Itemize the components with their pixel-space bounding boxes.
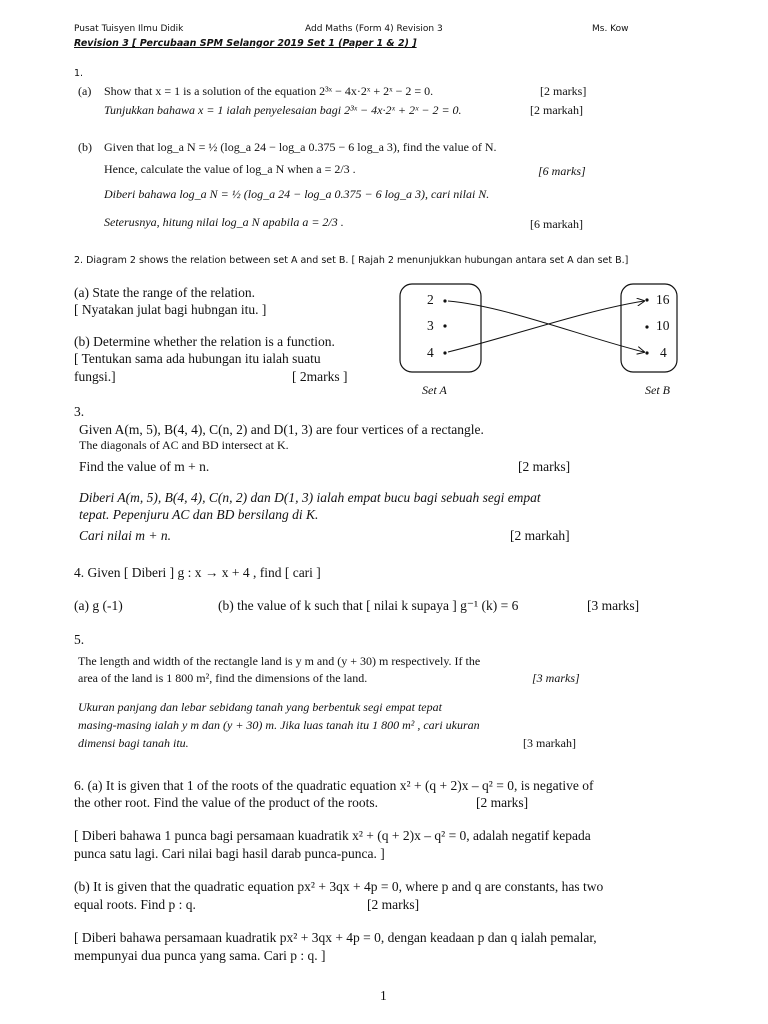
set-b-dot-16: [645, 298, 648, 301]
q3-en-2: The diagonals of AC and BD intersect at K.: [79, 438, 289, 452]
set-a-dot-2: [443, 299, 446, 302]
q6b-en-marks: [2 marks]: [367, 897, 420, 912]
relation-diagram: [396, 280, 696, 400]
q2b-en: (b) Determine whether the relation is a function.: [74, 334, 335, 349]
q6a-en-2: the other root. Find the value of the product of the roots.: [74, 795, 379, 810]
q3-en-3: Find the value of m + n.: [79, 459, 210, 474]
q1b-ms-1: Diberi bahawa log_a N = ½ (log_a 24 − log_a 0.375 − 6 log_a 3), cari nilai N.: [104, 187, 490, 201]
set-b-label: Set B: [645, 383, 670, 397]
q5-ms-marks: [3 markah]: [523, 736, 576, 750]
q6b-ms-2: mempunyai dua punca yang sama. Cari p : q. ]: [74, 948, 326, 963]
q1a-label: (a): [78, 84, 92, 98]
q5-ms-1: Ukuran panjang dan lebar sebidang tanah yang berbentuk segi empat tepat: [78, 700, 442, 714]
q5-en-marks: [3 marks]: [532, 671, 580, 685]
q1a-en: Show that x = 1 is a solution of the equation 2³ˣ − 4x·2ˣ + 2ˣ − 2 = 0.: [104, 84, 434, 98]
q6a-ms-2: punca satu lagi. Cari nilai bagi hasil darab punca-punca. ]: [74, 846, 385, 861]
q1b-en-2: Hence, calculate the value of log_a N when a = 2/3 .: [104, 162, 356, 176]
q4-line1: 4. Given [ Diberi ] g : x → x + 4 , find [ cari ]: [74, 565, 321, 580]
q3-en-marks: [2 marks]: [518, 459, 571, 474]
q3-ms-marks: [2 markah]: [510, 528, 570, 543]
q5-number: 5.: [74, 632, 85, 647]
q6a-en-1: 6. (a) It is given that 1 of the roots of the quadratic equation x² + (q + 2)x – q² = 0, is negative of: [74, 778, 594, 793]
q3-ms-3: Cari nilai m + n.: [79, 528, 171, 543]
page-title: Revision 3 [ Percubaan SPM Selangor 2019 Set 1 (Paper 1 & 2) ]: [74, 38, 417, 49]
q1b-ms-marks: [6 markah]: [530, 217, 583, 231]
q6a-ms-1: [ Diberi bahawa 1 punca bagi persamaan kuadratik x² + (q + 2)x – q² = 0, adalah negatif kepada: [74, 828, 591, 843]
set-a-label: Set A: [422, 383, 447, 397]
set-a-element-2: 3: [427, 318, 434, 333]
q5-en-1: The length and width of the rectangle land is y m and (y + 30) m respectively. If the: [78, 654, 481, 668]
q1b-ms-2: Seterusnya, hitung nilai log_a N apabila a = 2/3 .: [104, 215, 344, 229]
q5-ms-2: masing-masing ialah y m dan (y + 30) m. Jika luas tanah itu 1 800 m² , cari ukuran: [78, 718, 480, 732]
set-a-dot-4: [443, 351, 446, 354]
q3-en-1: Given A(m, 5), B(4, 4), C(n, 2) and D(1, 3) are four vertices of a rectangle.: [79, 422, 484, 437]
q2a-ms: [ Nyatakan julat bagi hubngan itu. ]: [74, 302, 267, 317]
q3-ms-2: tepat. Pepenjuru AC dan BD bersilang di K.: [79, 507, 319, 522]
q1b-en-1: Given that log_a N = ½ (log_a 24 − log_a 0.375 − 6 log_a 3), find the value of N.: [104, 140, 497, 154]
set-b-element-2: 10: [656, 318, 670, 333]
q6b-ms-1: [ Diberi bahawa persamaan kuadratik px² + 3qx + 4p = 0, dengan keadaan p dan q ialah pemalar,: [74, 930, 597, 945]
q1a-en-marks: [2 marks]: [540, 84, 587, 98]
set-a-box: [400, 284, 481, 372]
set-a-element-3: 4: [427, 345, 434, 360]
q2-intro: 2. Diagram 2 shows the relation between set A and set B. [ Rajah 2 menunjukkan hubungan antara set A dan set B.]: [74, 255, 629, 266]
q4-marks: [3 marks]: [587, 598, 640, 613]
q1a-ms-marks: [2 markah]: [530, 103, 583, 117]
teacher-name: Ms. Kow: [592, 24, 629, 34]
set-b-element-3: 4: [660, 345, 667, 360]
center-name: Pusat Tuisyen Ilmu Didik: [74, 24, 184, 34]
q1b-en-marks: [6 marks]: [538, 164, 586, 178]
q4a: (a) g (-1): [74, 598, 123, 613]
q2b-ms-2: fungsi.]: [74, 369, 116, 384]
q1a-ms: Tunjukkan bahawa x = 1 ialah penyelesaian bagi 2³ˣ − 4x·2ˣ + 2ˣ − 2 = 0.: [104, 103, 462, 117]
q2b-ms-1: [ Tentukan sama ada hubungan itu ialah suatu: [74, 351, 321, 366]
q2b-marks: [ 2marks ]: [292, 369, 348, 384]
q6a-en-marks: [2 marks]: [476, 795, 529, 810]
q1-number: 1.: [74, 68, 84, 79]
q4b: (b) the value of k such that [ nilai k supaya ] g⁻¹ (k) = 6: [218, 598, 519, 613]
set-b-dot-4: [645, 351, 648, 354]
set-a-element-1: 2: [427, 292, 434, 307]
q5-en-2: area of the land is 1 800 m², find the dimensions of the land.: [78, 671, 368, 685]
set-b-dot-10: [645, 325, 648, 328]
q3-ms-1: Diberi A(m, 5), B(4, 4), C(n, 2) dan D(1, 3) ialah empat bucu bagi sebuah segi empat: [79, 490, 541, 505]
q6b-en-2: equal roots. Find p : q.: [74, 897, 196, 912]
q3-number: 3.: [74, 404, 85, 419]
subject-label: Add Maths (Form 4) Revision 3: [305, 24, 443, 34]
set-a-dot-3: [443, 324, 446, 327]
q6b-en-1: (b) It is given that the quadratic equation px² + 3qx + 4p = 0, where p and q are constants, has two: [74, 879, 604, 894]
q2a-en: (a) State the range of the relation.: [74, 285, 256, 300]
q1b-label: (b): [78, 140, 92, 154]
set-b-element-1: 16: [656, 292, 670, 307]
page-number: 1: [380, 988, 387, 1003]
q5-ms-3: dimensi bagi tanah itu.: [78, 736, 189, 750]
